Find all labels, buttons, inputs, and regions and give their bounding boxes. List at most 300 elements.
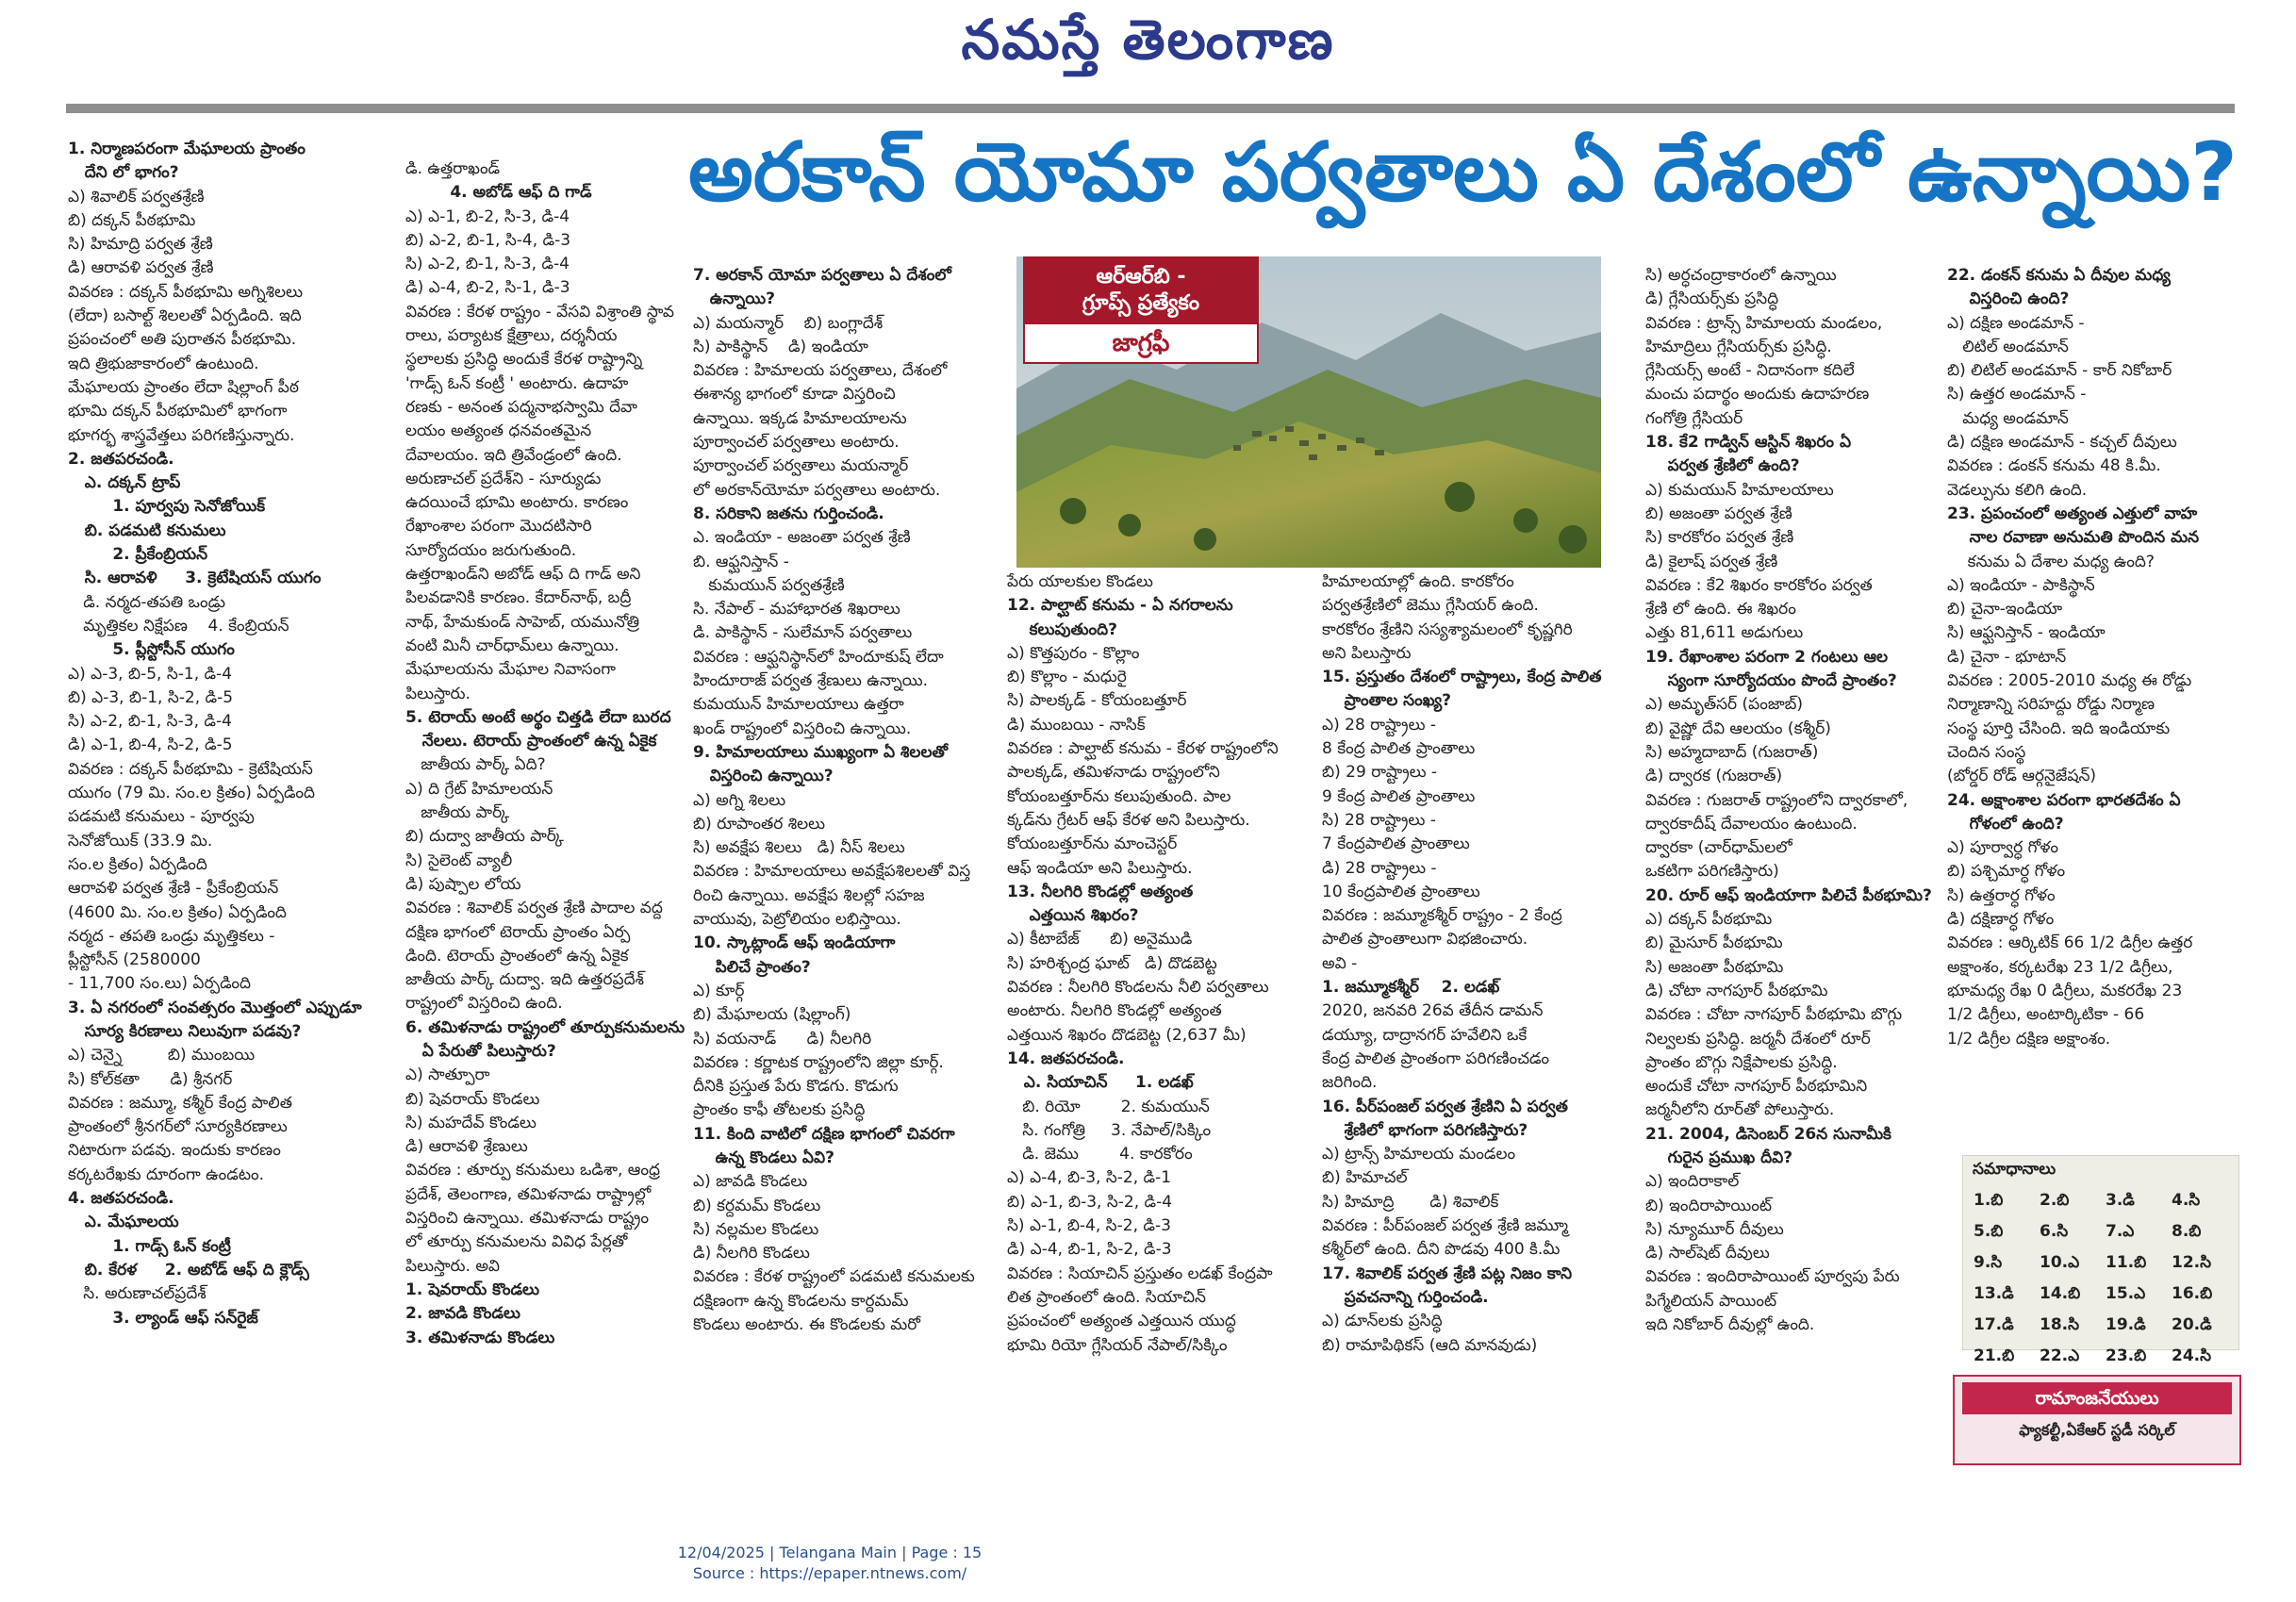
text-line: క్కడ్‌ను గ్రేటర్ ఆఫ్ కేరళ అని పిలుస్తారు.: [1007, 810, 1250, 830]
text-line: కోయంబత్తూర్‌ను కలుపుతుంది. పాల: [1007, 786, 1231, 806]
text-line: సి) కారకోరం పర్వత శ్రేణి: [1645, 528, 1794, 548]
text-line: ఎ) అగ్ని శిలలు: [693, 790, 786, 810]
text-line: భూమి రియో గ్లేసియర్ నేపాల్/సిక్కిం: [1007, 1335, 1228, 1355]
question-line: 21. 2004, డిసెంబర్ 26న సునామీకి: [1645, 1124, 1891, 1144]
text-line: సి) హిమాద్రి డి) శివాలిక్: [1322, 1192, 1499, 1212]
text-line: సూర్య కిరణాలు నిలువుగా పడవు?: [68, 1021, 302, 1041]
text-line: డి. నర్మద-తపతి ఒండ్రు: [68, 592, 226, 612]
text-line: బి) చైనా-ఇండియా: [1947, 600, 2063, 619]
answer-cell: 21.బి: [1974, 1346, 2015, 1365]
text-line: సి) అజంతా పీఠభూమి: [1645, 957, 1784, 977]
text-line: ఇది నికోబార్ దీవుల్లో ఉంది.: [1645, 1315, 1815, 1335]
series-badge: [1023, 256, 1259, 364]
text-line: వివరణ : కే2 శిఖరం కారకోరం పర్వత: [1645, 575, 1873, 595]
text-line: హిమాద్రిలు గ్లేసియర్స్‌కు ప్రసిద్ధి.: [1645, 337, 1832, 356]
question-line: 11. కింది వాటిలో దక్షిణ భాగంలో చివరగా: [693, 1124, 955, 1144]
page-footer-source: Source : https://epaper.ntnews.com/: [692, 1564, 967, 1582]
column-4: [1007, 570, 1328, 1358]
text-line: రేఖాంశాల పరంగా మొదటిసారి: [405, 517, 592, 537]
text-line: డి) సాల్‌షెట్ దీవులు: [1645, 1244, 1770, 1263]
text-line: వివరణ : పీర్‌పంజల్ పర్వత శ్రేణి జమ్మూ: [1322, 1216, 1569, 1236]
question-line: 2. జావడి కొండలు: [405, 1304, 520, 1324]
question-line: 13. నీలగిరి కొండల్లో అత్యంత: [1007, 882, 1194, 901]
column-1: [68, 138, 388, 1330]
text-line: 'గాడ్స్ ఓన్ కంట్రీ ' అంటారు. ఉదాహ: [405, 373, 629, 393]
text-line: వివరణ : ఆర్కిటిక్ 66 1/2 డిగ్రీల ఉత్తర: [1947, 933, 2193, 953]
text-line: బి) 29 రాష్ట్రాలు -: [1322, 763, 1438, 783]
answer-cell: 10.ఎ: [2040, 1252, 2080, 1272]
text-line: డి) పుష్పాల లోయ: [405, 874, 521, 894]
text-line: బి) ఎ-3, బి-1, సి-2, డి-5: [68, 687, 234, 707]
text-line: వివరణ : చోటా నాగపూర్ పీఠభూమి బొగ్గు: [1645, 1005, 1903, 1025]
badge-series-label: [1023, 256, 1259, 324]
text-line: ఎ) అమృత్‌సర్ (పంజాబ్): [1645, 695, 1803, 715]
text-line: బి. కేరళ 2. అబోడ్ ఆఫ్ ది క్లౌడ్స్: [68, 1260, 309, 1280]
text-line: బి) రామాపిథికస్ (ఆది మానవుడు): [1322, 1335, 1538, 1355]
text-line: పిలవడానికి కారణం. కేదార్‌నాథ్, బద్రీ: [405, 588, 632, 608]
answer-cell: 2.బి: [2040, 1190, 2070, 1210]
text-line: ఎత్తయిన శిఖరం?: [1007, 906, 1139, 926]
text-line: సి) అవక్షేప శిలలు డి) నీస్ శిలలు: [693, 838, 905, 858]
text-line: భూమి దక్కన్ పీఠభూమిలో భాగంగా: [68, 402, 288, 421]
text-line: సి) హిమాద్రి పర్వత శ్రేణి: [68, 235, 213, 255]
answer-cell: 16.బి: [2172, 1283, 2213, 1303]
question-line: 8. సరికాని జతను గుర్తించండి.: [693, 504, 884, 523]
column-2: [405, 157, 685, 1350]
text-line: డి) 28 రాష్ట్రాలు -: [1322, 858, 1437, 878]
text-line: బి) రూపాంతర శిలలు: [693, 814, 826, 834]
answer-cell: 4.సి: [2172, 1190, 2201, 1210]
text-line: కోయంబత్తూర్‌ను మాంచెస్టర్: [1007, 834, 1178, 854]
answer-key-table: [1973, 1186, 2237, 1373]
text-line: అక్షాంశం, కర్కటరేఖ 23 1/2 డిగ్రీలు,: [1947, 957, 2173, 977]
text-line: మృత్తికల నిక్షేపణ 4. కేంబ్రియన్: [68, 616, 289, 636]
question-line: 7. అరకాన్ యోమా పర్వతాలు ఏ దేశంలో: [693, 266, 951, 285]
column-6: [1645, 264, 1957, 1337]
text-line: 10 కేంద్రపాలిత ప్రాంతాలు: [1322, 882, 1480, 901]
column-7: [1947, 264, 2249, 1051]
text-line: వాయువు, పెట్రోలియం లభిస్తాయి.: [693, 910, 901, 930]
text-line: (4600 మి. సం.ల క్రితం) ఏర్పడింది: [68, 902, 287, 922]
question-line: 6. తమిళనాడు రాష్ట్రంలో తూర్పుకనుమలను: [405, 1017, 685, 1037]
text-line: సి) నల్లమల కొండలు: [693, 1219, 819, 1239]
text-line: కలుపుతుంది?: [1007, 619, 1118, 639]
text-line: సి) ఉత్తరార్ధ గోళం: [1947, 885, 2056, 905]
text-line: వివరణ : ఇందిరాపాయింట్ పూర్వపు పేరు: [1645, 1267, 1900, 1287]
question-line: 3. ల్యాండ్ ఆఫ్ సన్‌రైజ్: [68, 1308, 258, 1328]
text-line: స్యంగా సూర్యోదయం పొందే ప్రాంతం?: [1645, 671, 1897, 691]
text-line: అరుణాచల్ ప్రదేశ్‌ని - సూర్యుడు: [405, 469, 602, 488]
text-line: డి) గ్లేసియర్స్‌కు ప్రసిద్ధి: [1645, 289, 1779, 309]
answer-cell: 14.బి: [2040, 1283, 2081, 1303]
text-line: సి) 28 రాష్ట్రాలు -: [1322, 810, 1436, 830]
badge-line-2: గ్రూప్స్ ప్రత్యేకం: [1082, 291, 1200, 315]
masthead-rule: [66, 104, 2235, 113]
text-line: సి) ఎ-2, బి-1, సి-3, డి-4: [405, 255, 570, 274]
text-line: మేఘాలయను మేఘాల నివాసంగా: [405, 660, 616, 680]
text-line: వివరణ : జమ్మూ, కశ్మీర్ కేంద్ర పాలిత: [68, 1093, 292, 1113]
text-line: వివరణ : హిమాలయాలు అవక్షేపశిలలతో విస్త: [693, 862, 971, 882]
text-line: సి. ఆరావళి 3. క్రెటేషియస్ యుగం: [68, 569, 322, 588]
text-line: (బోర్డర్ రోడ్ ఆర్గనైజేషన్): [1947, 767, 2097, 786]
text-line: ఆఫ్ ఇండియా అని పిలుస్తారు.: [1007, 858, 1193, 878]
text-line: పర్వత శ్రేణిలో ఉంది?: [1645, 456, 1800, 476]
answer-cell: 8.బి: [2172, 1221, 2202, 1241]
text-line: ఎ) దక్కన్ పీఠభూమి: [1645, 910, 1773, 930]
answer-cell: 24.సి: [2172, 1346, 2212, 1365]
text-line: ఎ) జావడి కొండలు: [693, 1172, 808, 1192]
text-line: సి. అరుణాచల్‌ప్రదేశ్: [68, 1284, 206, 1304]
text-line: ఉన్నాయి. ఇక్కడ హిమాలయాలను: [693, 408, 907, 428]
text-line: అని పిలుస్తారు: [1322, 643, 1412, 663]
text-line: సి) సైలెంట్ వ్యాలీ: [405, 851, 513, 870]
question-line: 20. రూర్ ఆఫ్ ఇండియాగా పిలిచే పీఠభూమి?: [1645, 885, 1932, 905]
text-line: డి) ఆరావళి పర్వత శ్రేణి: [68, 258, 214, 278]
text-line: డి) దక్షిణార్ధ గోళం: [1947, 910, 2055, 930]
text-line: 8 కేంద్ర పాలిత ప్రాంతాలు: [1322, 739, 1476, 759]
text-line: ఎ) కూర్గ్: [693, 981, 745, 1000]
text-line: రాష్ట్రంలో విస్తరించి ఉంది.: [405, 994, 563, 1014]
text-line: కర్కటరేఖకు దూరంగా ఉండటం.: [68, 1164, 265, 1184]
text-line: లిత ప్రాంతంలో ఉంది. సియాచిన్: [1007, 1287, 1206, 1307]
text-line: బి. ఆఫ్ఘనిస్తాన్ -: [693, 552, 789, 571]
answer-row: [1973, 1342, 2237, 1373]
page-footer-date: 12/04/2025 | Telangana Main | Page : 15: [677, 1544, 983, 1561]
answer-cell: 13.డి: [1974, 1283, 2014, 1303]
question-line: 1. గాడ్స్ ఓన్ కంట్రీ: [68, 1236, 231, 1256]
text-line: ఖండ్ రాష్ట్రంలో విస్తరించి ఉన్నాయి.: [693, 718, 912, 738]
text-line: సి) అర్ధచంద్రాకారంలో ఉన్నాయి: [1645, 266, 1837, 285]
question-line: 14. జతపరచండి.: [1007, 1049, 1125, 1068]
text-line: మధ్య అండమాన్: [1947, 408, 2069, 428]
text-line: డి) నీలగిరి కొండలు: [693, 1244, 810, 1263]
text-line: కుమయున్ పర్వతశ్రేణి: [693, 575, 845, 595]
question-line: 1. నిర్మాణపరంగా మేఘాలయ ప్రాంతం: [68, 140, 306, 158]
column-5: [1322, 570, 1633, 1358]
text-line: ఎ. మేఘాలయ: [68, 1213, 179, 1232]
question-line: 10. స్కాట్లాండ్ ఆఫ్ ఇండియాగా: [693, 933, 896, 953]
text-line: వంటి మినీ చార్‌ధామ్‌లు ఉన్నాయి.: [405, 636, 619, 655]
answer-cell: 6.సి: [2040, 1221, 2069, 1241]
text-line: ఎ) సాత్పూరా: [405, 1065, 490, 1085]
column-3: [693, 264, 1004, 1337]
text-line: ప్రాంతం బొగ్గు నిక్షేపాలకు ప్రసిద్ధి.: [1645, 1052, 1838, 1072]
text-line: బి) షెవరాయ్ కొండలు: [405, 1089, 540, 1109]
text-line: ఉదయించే భూమి అంటారు. కారణం: [405, 493, 629, 513]
text-line: భూగర్భ శాస్త్రవేత్తలు పరిగణిస్తున్నారు.: [68, 425, 295, 445]
text-line: వివరణ : శివాలిక్ పర్వత శ్రేణి పాదాల వద్ద: [405, 899, 663, 918]
text-line: ప్రపంచంలో అతి పురాతన పీఠభూమి.: [68, 330, 297, 350]
text-line: అవి -: [1322, 953, 1358, 973]
text-line: ఎ) ఎ-1, బి-2, సి-3, డి-4: [405, 206, 570, 226]
text-line: బి) లిటిల్ అండమాన్ - కార్ నికోబార్: [1947, 361, 2172, 381]
text-line: ఎ. దక్కన్ ట్రాప్: [68, 473, 181, 493]
text-line: ప్రపంచంలో అత్యంత ఎత్తయిన యుద్ధ: [1007, 1312, 1236, 1331]
question-line: 1. షెవరాయ్ కొండలు: [405, 1280, 539, 1299]
text-line: వివరణ : కేరళ రాష్ట్రం - వేసవి విశ్రాంతి స్థావ: [405, 302, 674, 322]
text-line: వివరణ : కర్ణాటక రాష్ట్రంలోని జిల్లా కూర్గ్.: [693, 1052, 944, 1072]
text-line: బి) దక్కన్ పీఠభూమి: [68, 210, 196, 230]
text-line: కేంద్ర పాలిత ప్రాంతంగా పరిగణించడం: [1322, 1049, 1549, 1068]
text-line: వివరణ : 2005-2010 మధ్య ఈ రోడ్డు: [1947, 671, 2192, 691]
answer-cell: 17.డి: [1974, 1314, 2014, 1334]
text-line: విస్తరించి ఉన్నాయి. తమిళనాడు రాష్ట్రం: [405, 1209, 649, 1229]
text-line: దక్షిణంగా ఉన్న కొండలను కార్దమమ్: [693, 1291, 909, 1311]
text-line: విస్తరించి ఉంది?: [1947, 289, 2070, 309]
text-line: దేవాలయం. ఇది త్రివేండ్రంలో ఉంది.: [405, 445, 622, 465]
question-line: 3. ఏ నగరంలో సంవత్సరం మొత్తంలో ఎప్పుడూ: [68, 998, 362, 1017]
question-line: 4. అబోడ్ ఆఫ్ ది గాడ్: [405, 183, 592, 203]
question-line: 9. హిమాలయాలు ముఖ్యంగా ఏ శిలలతో: [693, 742, 949, 762]
text-line: (లేదా) బసాల్ట్ శిలలతో ఏర్పడింది. ఇది: [68, 306, 302, 326]
text-line: వివరణ : కేరళ రాష్ట్రంలో పడమటి కనుమలకు: [693, 1267, 975, 1287]
question-line: 23. ప్రపంచంలో అత్యంత ఎత్తులో వాహ: [1947, 504, 2198, 523]
question-line: 2. జతపరచండి.: [68, 449, 174, 469]
text-line: సి) వయనాడ్ డి) నీలగిరి: [693, 1029, 872, 1049]
text-line: ఒకటిగా పరిగణిస్తారు): [1645, 862, 1779, 882]
question-line: 3. తమిళనాడు కొండలు: [405, 1328, 555, 1347]
answer-row: [1973, 1311, 2237, 1342]
text-line: సి) ఎ-1, బి-4, సి-2, డి-3: [1007, 1216, 1171, 1236]
text-line: సం.ల క్రితం) ఏర్పడింది: [68, 854, 207, 874]
text-line: బి) పశ్చిమార్ధ గోళం: [1947, 862, 2066, 882]
text-line: 1/2 డిగ్రీల దక్షిణ అక్షాంశం.: [1947, 1029, 2111, 1049]
text-line: సంస్థ పూర్తి చేసింది. ఇది ఇండియాకు: [1947, 718, 2171, 738]
text-line: లయం అత్యంత ధనవంతమైన: [405, 421, 592, 441]
question-line: 19. రేఖాంశాల పరంగా 2 గంటలు ఆల: [1645, 647, 1889, 667]
question-line: 17. శివాలిక్ పర్వత శ్రేణి పట్ల నిజం కాని: [1322, 1263, 1573, 1283]
answer-row: [1973, 1217, 2237, 1248]
question-line: 5. ప్లీస్టోసీన్ యుగం: [68, 640, 235, 660]
answer-cell: 23.బి: [2106, 1346, 2147, 1365]
text-line: వివరణ : దక్కన్ పీఠభూమి - క్రెటేషియస్: [68, 759, 313, 779]
text-line: పిగ్మేలియన్ పాయింట్: [1645, 1291, 1777, 1311]
text-line: 2020, జనవరి 26వ తేదీన డామన్: [1322, 1001, 1544, 1021]
masthead-logo: నమస్తే తెలంగాణ: [961, 8, 1335, 72]
author-name: రామాంజనేయులు: [1962, 1382, 2232, 1414]
text-line: సి. గంగోత్రి 3. నేపాల్/సిక్కిం: [1007, 1120, 1212, 1140]
text-line: నిల్వలకు ప్రసిద్ధి. జర్మనీ దేశంలో రూర్: [1645, 1029, 1871, 1049]
text-line: బి) ఇందిరాపాయింట్: [1645, 1196, 1773, 1215]
text-line: శ్రేణిలో భాగంగా పరిగణిస్తారు?: [1322, 1120, 1528, 1140]
text-line: ఎ) కుమయున్ హిమాలయాలు: [1645, 480, 1834, 500]
text-line: జాతీయ పార్క్ ఏది?: [405, 755, 546, 775]
question-line: 18. కే2 గాడ్విన్ ఆస్టిన్ శిఖరం ఏ: [1645, 433, 1852, 453]
text-line: వివరణ : సియాచిన్ ప్రస్తుతం లడఖ్ కేంద్రపా: [1007, 1263, 1273, 1283]
text-line: ఎ) ఇండియా - పాకిస్థాన్: [1947, 575, 2095, 595]
text-line: ఎ) శివాలిక్ పర్వతశ్రేణి: [68, 187, 205, 206]
text-line: ఈశాన్య భాగంలో కూడా విస్తరించి: [693, 385, 896, 405]
text-line: డి) ఎ-4, బి-2, సి-1, డి-3: [405, 278, 570, 298]
text-line: గురైన ప్రముఖ దీవి?: [1645, 1148, 1793, 1167]
text-line: ఎ) ఎ-3, బి-5, సి-1, డి-4: [68, 664, 233, 684]
text-line: భూమధ్య రేఖ 0 డిగ్రీలు, మకరరేఖ 23: [1947, 981, 2183, 1000]
text-line: సి) హరిశ్చంద్ర ఘాట్ డి) దొడబెట్ట: [1007, 953, 1217, 973]
text-line: ఎ. సియాచిన్ 1. లడఖ్: [1007, 1073, 1194, 1093]
text-line: స్థలాలకు ప్రసిద్ధి అందుకే కేరళ రాష్ట్రాన్ని: [405, 350, 643, 370]
text-line: పూర్వాంచల్ పర్వతాలు మయన్మార్: [693, 456, 909, 476]
text-line: పూర్వాంచల్ పర్వతాలు అంటారు.: [693, 433, 900, 453]
text-line: దేని లో భాగం?: [68, 163, 179, 183]
question-line: 12. పాల్ఘాట్ కనుమ - ఏ నగరాలను: [1007, 596, 1233, 616]
text-line: పిలుస్తారు. అవి: [405, 1256, 501, 1276]
text-line: కశ్మీర్‌లో ఉంది. దీని పొడవు 400 కి.మీ: [1322, 1240, 1561, 1260]
text-line: జాతీయ పార్క్: [405, 803, 510, 823]
answer-cell: 7.ఎ: [2106, 1221, 2135, 1241]
text-line: నిర్మాణాన్ని సరిహద్దు రోడ్డు నిర్మాణ: [1947, 695, 2156, 715]
text-line: వివరణ : ట్రాన్స్ హిమాలయ మండలం,: [1645, 313, 1883, 333]
text-line: దీనికి ప్రస్తుత పేరు కొడగు. కొడుగు: [693, 1077, 899, 1097]
question-line: 2. ప్రీకేంబ్రియన్: [68, 545, 208, 565]
text-line: - 11,700 సం.లు) ఏర్పడింది: [68, 974, 252, 994]
text-line: వివరణ : నీలగిరి కొండలను నీలి పర్వతాలు: [1007, 978, 1269, 998]
text-line: బి) కొల్లాం - మధురై: [1007, 668, 1127, 687]
text-line: ఎ) కీటాబేజ్ బి) అనైముడి: [1007, 930, 1193, 950]
text-line: వివరణ : గుజరాత్ రాష్ట్రంలోని ద్వారకాలో,: [1645, 790, 1908, 810]
badge-line-1: ఆర్ఆర్‌బి -: [1096, 265, 1186, 289]
text-line: సి) కోల్‌కతా డి) శ్రీనగర్: [68, 1069, 233, 1089]
text-line: బి. పడమటి కనుమలు: [68, 520, 226, 540]
text-line: రణకు - అనంత పద్మనాభస్వామి దేవా: [405, 397, 637, 417]
text-line: డి) ద్వారక (గుజరాత్): [1645, 767, 1783, 786]
text-line: వివరణ : తూర్పు కనుమలు ఒడిశా, ఆంధ్ర: [405, 1161, 660, 1181]
text-line: వివరణ : హిమాలయ పర్వతాలు, దేశంలో: [693, 361, 948, 381]
text-line: సి) ఎ-2, బి-1, సి-3, డి-4: [68, 712, 232, 732]
text-line: ఇది త్రిభుజాకారంలో ఉంటుంది.: [68, 354, 259, 373]
author-role: ఫ్యాకల్టీ,ఏకేఆర్ స్టడీ సర్కిల్: [2019, 1421, 2175, 1439]
text-line: డి. పాకిస్థాన్ - సులేమాన్ పర్వతాలు: [693, 623, 913, 643]
text-line: సి) మహదేవ్ కొండలు: [405, 1113, 537, 1132]
text-line: పర్వతశ్రేణిలో జెము గ్లేసియర్ ఉంది.: [1322, 596, 1539, 616]
text-line: జాతీయ పార్క్ దుద్వా. ఇది ఉత్తరప్రదేశ్: [405, 970, 644, 990]
text-line: ప్రాంతాల సంఖ్య?: [1322, 691, 1452, 711]
text-line: ఎ) చెన్నై బి) ముంబయి: [68, 1046, 256, 1065]
text-line: బి) మేఘాలయ (షిల్లాంగ్): [693, 1005, 851, 1025]
text-line: బి) కర్దమమ్ కొండలు: [693, 1196, 821, 1215]
text-line: ఉన్న కొండలు ఏవి?: [693, 1148, 834, 1167]
answer-cell: 22.ఎ: [2040, 1346, 2080, 1365]
text-line: 1/2 డిగ్రీలు, అంటార్కిటికా - 66: [1947, 1005, 2145, 1025]
answer-cell: 3.డి: [2106, 1190, 2135, 1210]
text-line: ఎత్తయిన శిఖరం దొడబెట్ట (2,637 మీ): [1007, 1025, 1247, 1045]
text-line: పడమటి కనుమలు - పూర్వపు: [68, 807, 255, 827]
text-line: పిలిచే ప్రాంతం?: [693, 957, 811, 977]
question-line: 4. జతపరచండి.: [68, 1189, 174, 1209]
text-line: ప్రాంతం కాఫీ తోటలకు ప్రసిద్ధి: [693, 1100, 866, 1120]
text-line: సి) పాకిస్థాన్ డి) ఇండియా: [693, 337, 868, 356]
text-line: ఎత్తు 81,611 అడుగులు: [1645, 623, 1804, 643]
text-line: గ్లేసియర్స్ అంటే - నిదానంగా కదిలే: [1645, 361, 1855, 381]
text-line: అందుకే చోటా నాగపూర్ పీఠభూమిని: [1645, 1077, 1868, 1097]
author-box: [1953, 1375, 2241, 1465]
text-line: హిందూరాజ్ పర్వత శ్రేణులు ఉన్నాయి.: [693, 671, 929, 691]
text-line: డి) దక్షిణ అండమాన్ - కచ్చల్ దీవులు: [1947, 433, 2177, 453]
answer-cell: 20.డి: [2172, 1314, 2212, 1334]
text-line: డి) ముంబయి - నాసిక్: [1007, 715, 1146, 735]
text-line: బి) ఎ-2, బి-1, సి-4, డి-3: [405, 230, 571, 250]
text-line: గోళంలో ఉంది?: [1947, 814, 2064, 834]
text-line: ద్వారకా (చార్‌ధామ్‌లలో: [1645, 838, 1792, 858]
text-line: పిలుస్తారు.: [405, 684, 471, 703]
text-line: కుమయున్ హిమాలయాలు ఉత్తరా: [693, 695, 904, 715]
answer-key-box: [1962, 1155, 2239, 1365]
text-line: బి) దుద్వా జాతీయ పార్క్: [405, 827, 564, 847]
answer-row: [1973, 1248, 2237, 1280]
text-line: ఎ) దక్షిణ అండమాన్ -: [1947, 313, 2085, 333]
text-line: డింది. టెరాయ్ ప్రాంతంలో ఉన్న ఏకైక: [405, 946, 629, 966]
answer-row: [1973, 1280, 2237, 1311]
answer-cell: 12.సి: [2172, 1252, 2212, 1272]
text-line: ఉన్నాయి?: [693, 289, 775, 309]
text-line: డి. ఉత్తరాఖండ్: [405, 159, 501, 178]
text-line: ప్రవచనాన్ని గుర్తించండి.: [1322, 1287, 1489, 1307]
text-line: నాథ్, హేమకుండ్ సాహెబ్, యమునోత్రి: [405, 612, 640, 632]
text-line: వివరణ : ఆఫ్ఘనిస్థాన్‌లో హిందూకుష్ లేదా: [693, 647, 944, 667]
text-line: కొండలు అంటారు. ఈ కొండలకు మరో: [693, 1315, 920, 1335]
text-line: డి) ఎ-4, బి-1, సి-2, డి-3: [1007, 1240, 1172, 1260]
text-line: పేరు యాలకుల కొండలు: [1007, 572, 1153, 591]
text-line: ఎ) కొత్తపురం - కొల్లాం: [1007, 643, 1140, 663]
text-line: పాలిత ప్రాంతాలుగా విభజించారు.: [1322, 930, 1528, 950]
text-line: జరిగింది.: [1322, 1073, 1378, 1093]
text-line: వెడల్పును కలిగి ఉంది.: [1947, 480, 2088, 500]
text-line: లిటిల్ అండమాన్: [1947, 337, 2069, 356]
text-line: ఎ) 28 రాష్ట్రాలు -: [1322, 715, 1437, 735]
text-line: రించి ఉన్నాయి. అవక్షేప శిలల్లో సహజ: [693, 885, 925, 905]
text-line: దక్షిణ భాగంలో టెరాయ్ ప్రాంతం ఏర్ప: [405, 922, 631, 942]
text-line: ప్రాంతంలో శ్రీనగర్‌లో సూర్యకిరణాలు: [68, 1117, 288, 1137]
text-line: నేలలు. టెరాయ్ ప్రాంతంలో ఉన్న ఏకైక: [405, 732, 657, 751]
answer-cell: 9.సి: [1974, 1252, 2003, 1272]
text-line: ఎ) ఎ-4, బి-3, సి-2, డి-1: [1007, 1168, 1172, 1188]
answer-cell: 19.డి: [2106, 1314, 2146, 1334]
text-line: డి) చోటా నాగపూర్ పీఠభూమి: [1645, 981, 1828, 1000]
text-line: సి) అహ్మదాబాద్ (గుజరాత్): [1645, 742, 1819, 762]
answer-cell: 11.బి: [2106, 1252, 2147, 1272]
article-headline: అరకాన్ యోమా పర్వతాలు ఏ దేశంలో ఉన్నాయి?: [688, 125, 2238, 220]
text-line: నర్మద - తపతి ఒండ్రు మృత్తికలు -: [68, 926, 275, 946]
text-line: ఎ) ది గ్రేట్ హిమాలయన్: [405, 779, 553, 799]
answer-key-title: సమాధానాలు: [1973, 1160, 2056, 1179]
text-line: కనుమ ఏ దేశాల మధ్య ఉంది?: [1947, 552, 2155, 571]
text-line: సి) న్యూమూర్ దీవులు: [1645, 1219, 1784, 1239]
question-line: 1. పూర్వపు సెనోజోయిక్: [68, 497, 266, 517]
answer-cell: 5.బి: [1974, 1221, 2004, 1241]
text-line: డి) ఆరావళి శ్రేణులు: [405, 1137, 528, 1157]
text-line: బి) వైష్ణో దేవి ఆలయం (కశ్మీర్): [1645, 718, 1831, 738]
question-line: 1. జమ్మూకశ్మీర్ 2. లడఖ్: [1322, 978, 1500, 998]
text-line: విస్తరించి ఉన్నాయి?: [693, 767, 834, 786]
text-line: సెనోజోయిక్ (33.9 మి.: [68, 831, 213, 851]
text-line: లో తూర్పు కనుమలను వివిధ పేర్లతో: [405, 1232, 628, 1252]
text-line: 9 కేంద్ర పాలిత ప్రాంతాలు: [1322, 786, 1476, 806]
text-line: జర్మనీలోని రూర్‌తో పోలుస్తారు.: [1645, 1100, 1835, 1120]
text-line: వివరణ : డంకన్ కనుమ 48 కి.మీ.: [1947, 456, 2161, 476]
text-line: డి) ఎ-1, బి-4, సి-2, డి-5: [68, 735, 233, 755]
text-line: బి) అజంతా పర్వత శ్రేణి: [1645, 504, 1792, 523]
question-line: 24. అక్షాంశాల పరంగా భారతదేశం ఏ: [1947, 790, 2181, 810]
text-line: బి. రియో 2. కుమయున్: [1007, 1097, 1210, 1116]
text-line: ఆరావళి పర్వత శ్రేణి - ప్రీకేంబ్రియన్: [68, 879, 279, 899]
text-line: వివరణ : పాల్ఘాట్ కనుమ - కేరళ రాష్ట్రంలోని: [1007, 739, 1279, 759]
text-line: డయ్యూ, దాద్రానగర్ హవేలిని ఒకే: [1322, 1025, 1528, 1045]
text-line: ఎ) ట్రాన్స్ హిమాలయ మండలం: [1322, 1145, 1516, 1164]
text-line: ఉత్తరాఖండ్‌ని అబోడ్ ఆఫ్ ది గాడ్ అని: [405, 565, 641, 585]
text-line: చెందిన సంస్థ: [1947, 742, 2026, 762]
text-line: బి) హిమాచల్: [1322, 1168, 1408, 1188]
text-line: వివరణ : జమ్మూకశ్మీర్ రాష్ట్రం - 2 కేంద్ర: [1322, 906, 1562, 926]
text-line: ఎ) మయన్మార్ బి) బంగ్లాదేశ్: [693, 313, 884, 333]
